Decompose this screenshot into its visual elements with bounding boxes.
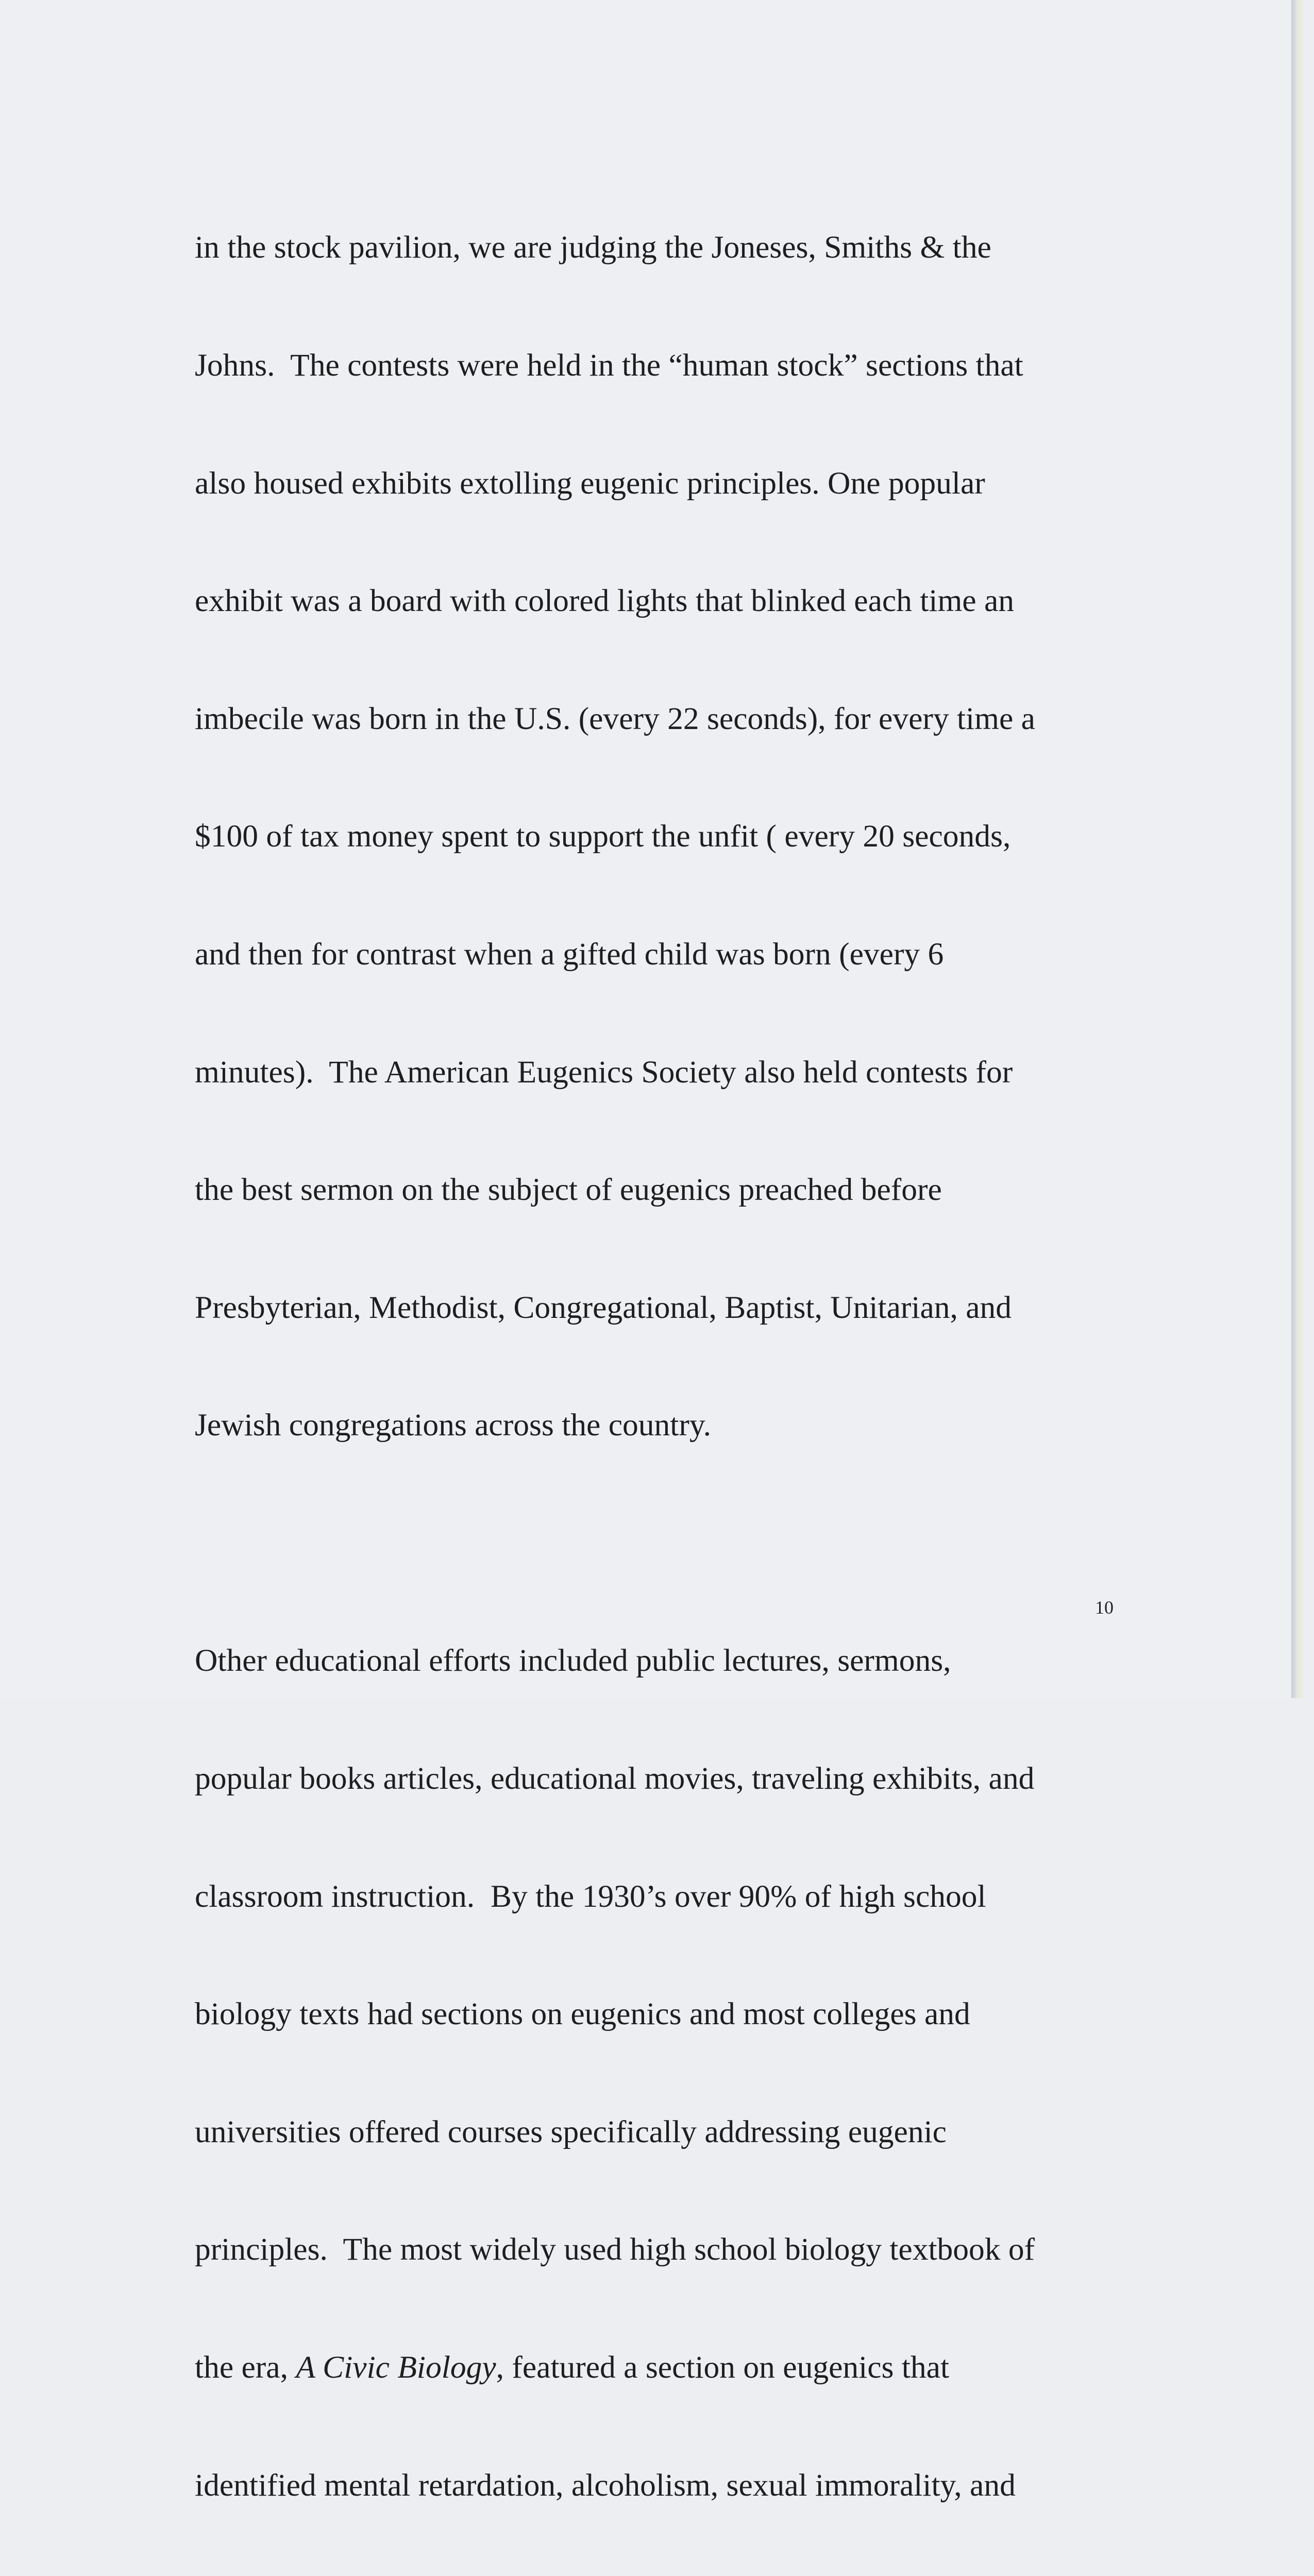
text-line: in the stock pavilion, we are judging the Joneses, Smiths & the <box>195 230 991 265</box>
text-line-with-book-title <box>195 2348 1122 2387</box>
text-line: principles. The most widely used high school biology textbook of <box>195 2232 1035 2267</box>
paragraph-human-stock-contests <box>195 149 1122 1523</box>
text-line: biology texts had sections on eugenics and most colleges and <box>195 1996 970 2032</box>
text-fragment: , featured a section on eugenics that <box>496 2349 950 2385</box>
text-line: minutes). The American Eugenics Society also held contests for <box>195 1054 1013 1090</box>
paragraph-educational-efforts <box>195 1563 1122 2576</box>
text-line: universities offered courses specifically addressing eugenic <box>195 2114 947 2149</box>
text-line: Jewish congregations across the country. <box>195 1408 711 1443</box>
text-line: $100 of tax money spent to support the unfit ( every 20 seconds, <box>195 819 1011 854</box>
text-fragment: the era, <box>195 2349 296 2385</box>
text-line: Presbyterian, Methodist, Congregational, Baptist, Unitarian, and <box>195 1290 1012 1325</box>
page-content <box>195 149 1122 2576</box>
text-line: identified mental retardation, alcoholism, sexual immorality, and <box>195 2467 1016 2503</box>
text-line: popular books articles, educational movies, traveling exhibits, and <box>195 1760 1035 1796</box>
scan-edge-strip <box>1291 0 1303 1698</box>
page-number: 10 <box>1095 1597 1114 1618</box>
book-title-a-civic-biology: A Civic Biology <box>296 2349 496 2385</box>
text-line: imbecile was born in the U.S. (every 22 seconds), for every time a <box>195 701 1035 736</box>
text-line: the best sermon on the subject of eugenics preached before <box>195 1172 942 1208</box>
text-line: and then for contrast when a gifted child was born (every 6 <box>195 936 944 972</box>
text-line: classroom instruction. By the 1930’s over 90% of high school <box>195 1878 986 1914</box>
text-line: Johns. The contests were held in the “human stock” sections that <box>195 348 1023 383</box>
text-line: also housed exhibits extolling eugenic principles. One popular <box>195 465 985 501</box>
text-line: exhibit was a board with colored lights that blinked each time an <box>195 583 1015 619</box>
text-line: Other educational efforts included public lectures, sermons, <box>195 1643 951 1679</box>
